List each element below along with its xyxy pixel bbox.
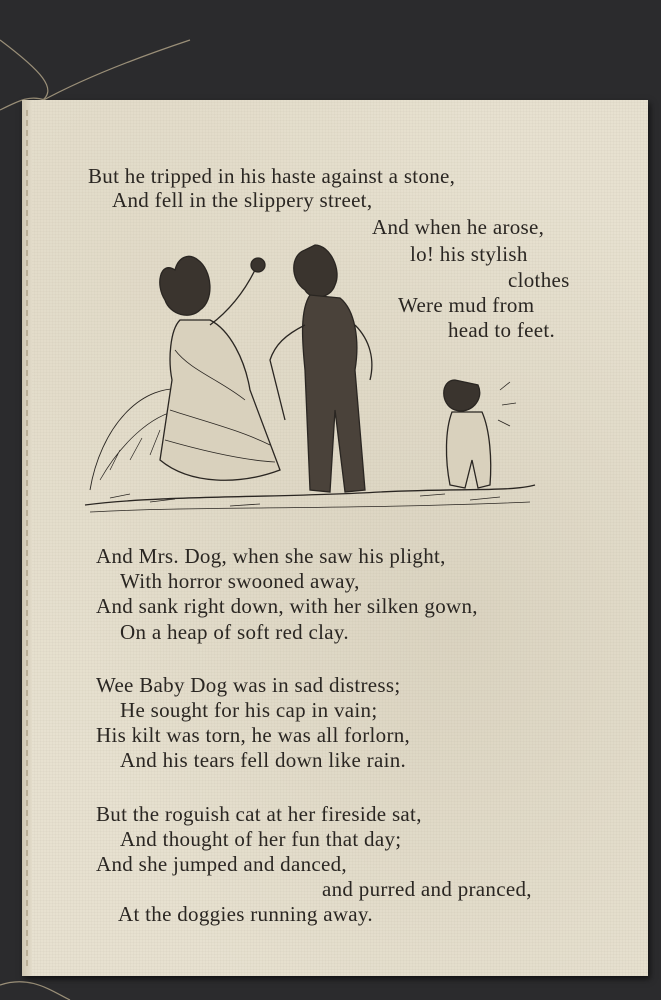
poem-line: and purred and pranced, [322, 877, 532, 901]
poem-line: On a heap of soft red clay. [120, 620, 349, 644]
baby-dog-figure [444, 380, 516, 488]
poem-line: His kilt was torn, he was all forlorn, [96, 723, 411, 747]
poem-line: lo! his stylish [410, 242, 528, 266]
poem-line: Wee Baby Dog was in sad distress; [96, 673, 401, 697]
poem-line: And she jumped and danced, [96, 852, 347, 876]
engraving-illustration [80, 230, 540, 520]
poem-line: And his tears fell down like rain. [120, 748, 407, 772]
poem-line: And when he arose, [372, 215, 545, 239]
poem-line: Were mud from [398, 293, 535, 317]
poem-line: And fell in the slippery street, [112, 188, 373, 212]
poem-line: But the roguish cat at her fireside sat, [96, 802, 422, 826]
poem-line: clothes [508, 268, 570, 292]
poem-line: With horror swooned away, [120, 569, 360, 593]
poem-line: And Mrs. Dog, when she saw his plight, [96, 544, 446, 568]
mr-dog-figure [270, 245, 372, 492]
poem-line: And thought of her fun that day; [120, 827, 402, 851]
poem-line: But he tripped in his haste against a stone, [88, 164, 456, 188]
mrs-dog-figure [160, 256, 280, 480]
poem-line: At the doggies running away. [118, 902, 373, 926]
poem-line: head to feet. [448, 318, 556, 342]
poem-line: And sank right down, with her silken gown, [96, 594, 478, 618]
binding-stitch [26, 110, 28, 970]
poem-line: He sought for his cap in vain; [120, 698, 378, 722]
